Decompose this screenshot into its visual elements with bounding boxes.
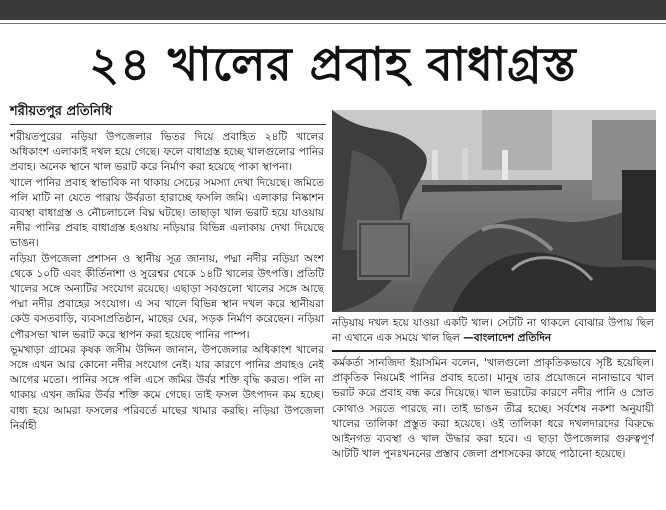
paragraph: কর্মকর্তা সানজিদা ইয়াসমিন বলেন, 'খালগুলো প্রাকৃতিকভাবে সৃষ্টি হয়েছিল। প্রাকৃতিক নিয়মেই পানির প্রবাহ হতো। মানুষ তার প্রয়োজনে নানাভাবে খাল ভরাট করে প্রবাহ বন্ধ করে দিয়েছে। খাল ভরাটের কারণে নদীর পানি ও স্রোত কোথাও সরতে পারছে না। তাই ভাঙন তীব্র হচ্ছে। সর্বশেষ নকশা অনুযায়ী খালের তালিকা প্রস্তুত করা হয়েছে। ওই তালিকা ধরে দখলদারদের বিরুদ্ধে আইনগত ব্যবস্থা ও খাল উদ্ধার করা হবে। এ ছাড়া উপজেলার গুরুত্বপূর্ণ আটটি খাল পুনঃখননের প্রস্তাব জেলা প্রশাসকের কাছে পাঠানো হয়েছে। [332,357,654,461]
canal-photo [332,110,656,312]
top-rule [0,20,666,24]
caption-rule [332,350,656,352]
right-column [332,356,654,510]
left-column [10,130,324,510]
byline-rule [10,124,326,125]
paragraph: ভূমখাড়া গ্রামের কৃষক জসীম উদ্দিন জানান, উপজেলার অধিকাংশ খালের সঙ্গে এখন আর কোনো নদীর সংযোগ নেই। যার কারণে পানির প্রবাহও নেই আগের মতো। পানির সঙ্গে পলি এসে জমির উর্বর শক্তি বৃদ্ধি করত। পলি না থাকায় এখন জমির উর্বর শক্তি কমে গেছে। তাই ফসল উৎপাদন কম হচ্ছে। বাধ্য হয়ে আমরা ফসলের পরিবর্তে মাছের খামার করছি। নড়িয়া উপজেলা নির্বাহী [10,343,324,432]
paragraph: শরীয়তপুরের নড়িয়া উপজেলার ভিতর দিয়ে প্রবাহিত ২৪টি খালের অধিকাংশ এলাকাই দখল হয়ে গেছে। ফলে বাধাগ্রস্ত হচ্ছে খালগুলোর পানির প্রবাহ। অনেক স্থানে খাল ভরাট করে নির্মাণ করা হয়েছে পাকা স্থাপনা। [10,131,324,174]
photo-caption [332,316,654,346]
headline: ২৪ খালের প্রবাহ বাধাগ্রস্ত [89,37,577,91]
paragraph: খালে পানির প্রবাহ স্বাভাবিক না থাকায় সেচের সমস্যা দেখা দিয়েছে। জমিতে পলি মাটি না যেতে পারায় উর্বরতা হারাচ্ছে ফসলি জমি। এলাকার নিষ্কাশন ব্যবস্থা বাধাগ্রস্ত ও নৌচলাচলে বিঘ্ন ঘটছে। তাছাড়া খাল ভরাট হয়ে যাওয়ায় নদীর পানির প্রবাহ বাধাগ্রস্ত হওয়ায় নড়িয়ার বিভিন্ন এলাকায় দেখা দিয়েছে ভাঙন। [10,176,324,250]
byline: শরীয়তপুর প্রতিনিধি [10,104,113,119]
top-dark-bar [0,0,666,20]
photo-credit: —বাংলাদেশ প্রতিদিন [463,332,552,344]
paragraph: নড়িয়া উপজেলা প্রশাসন ও স্থানীয় সূত্র জানায়, পদ্মা নদীর নড়িয়া অংশ থেকে ১০টি এবং কীর্তিনাশা ও সুরেশ্বর থেকে ১৪টি খালের উৎপত্তি। প্রতিটি খালের সঙ্গে অন্যটির সংযোগ রয়েছে। এছাড়া সবগুলো খালের সঙ্গে আছে পদ্মা নদীর প্রবাহের সংযোগ। এ সব খালে বিভিন্ন স্থান দখল করে স্থানীয়রা কেউ বসতবাড়ি, ব্যবসাপ্রতিষ্ঠান, মাছের ঘের, সড়ক নির্মাণ করেছেন। নড়িয়া পৌরসভা খাল ভরাট করে স্থাপন করা হয়েছে পানির পাম্প। [10,252,324,341]
caption-text: নড়িয়ায় দখল হয়ে যাওয়া একটি খাল। সেটটি না থাকলে বোঝার উপায় ছিল না এখানে এক সময়ে খাল ছিল [332,317,654,344]
canal-photo-illustration [332,110,656,312]
